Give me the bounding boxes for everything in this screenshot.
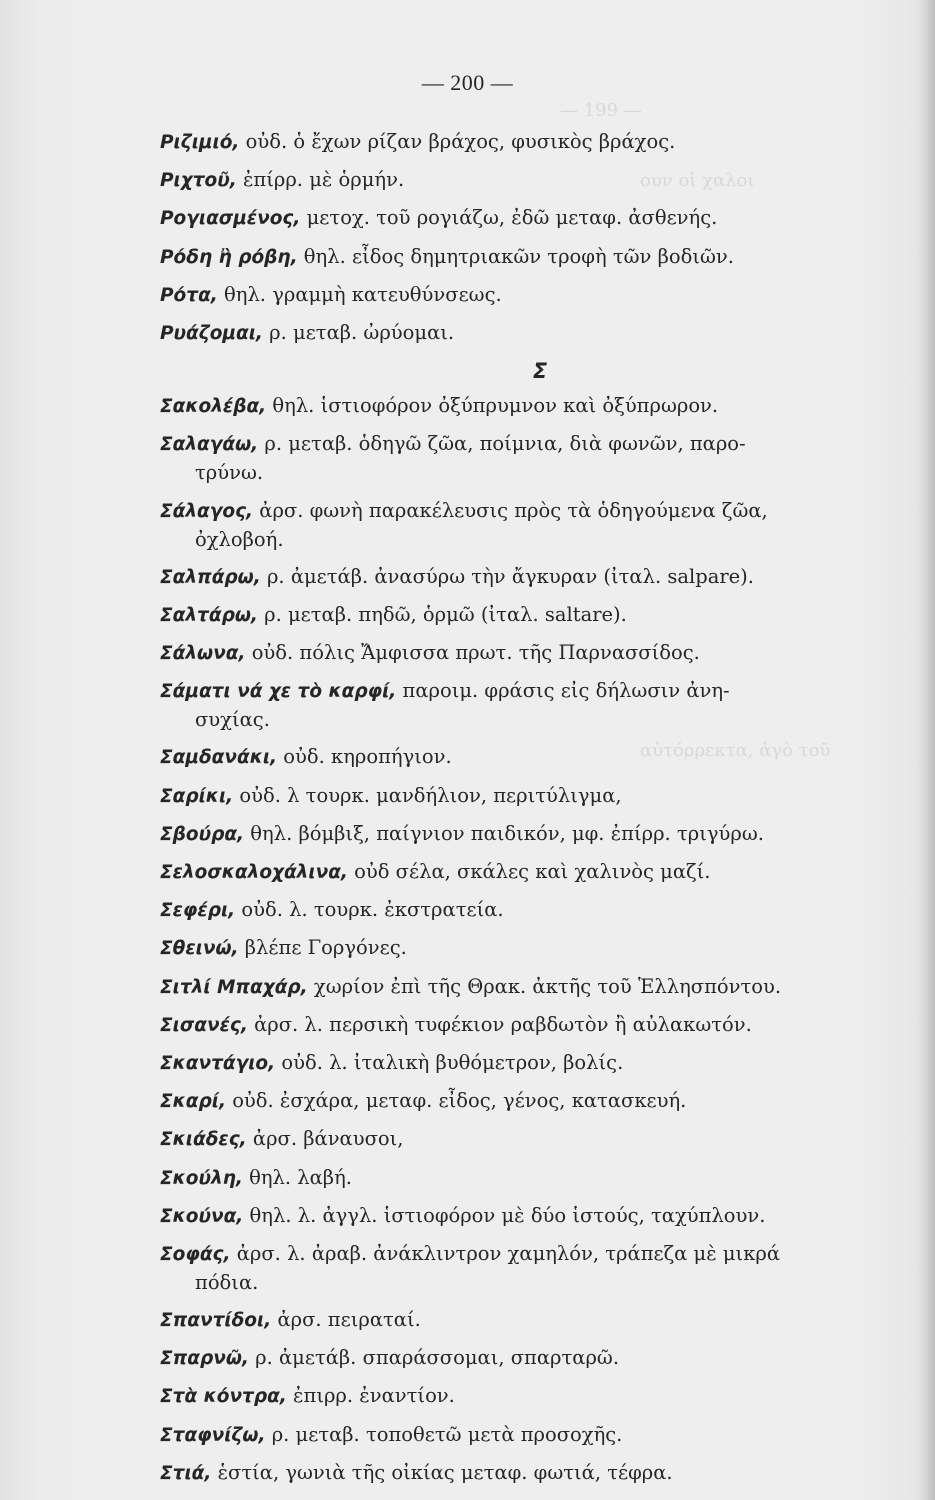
glossary-entry — [160, 1087, 880, 1116]
entry-headword: Ρότα, — [160, 284, 218, 306]
entry-headword: Σισανές, — [160, 1014, 248, 1036]
entry-headword: Σαλπάρω, — [160, 566, 261, 588]
entry-definition: ἀρσ. πειραταί. — [277, 1308, 421, 1332]
entry-definition: οὐδ. κηροπήγιον. — [283, 745, 452, 769]
entry-definition: θηλ. ἱστιοφόρον ὀξύπρυμνον καὶ ὀξύπρωρον. — [272, 394, 719, 418]
bleed-through-text: — 199 — — [560, 100, 642, 121]
entry-headword: Ριχτοῦ, — [160, 170, 237, 192]
entry-definition: ρ. ἀμετάβ. ἀνασύρω τὴν ἄγκυραν (ἰταλ. salpare). — [266, 564, 754, 588]
entry-definition: βλέπε Γοργόνες. — [244, 936, 407, 960]
page-fold-shadow — [921, 0, 935, 1500]
entry-headword: Σκιάδες, — [160, 1129, 247, 1151]
glossary-entry — [160, 820, 880, 849]
entry-headword: Σπαντίδοι, — [160, 1310, 272, 1332]
entry-definition: ἀρσ. λ. περσικὴ τυφέκιον ραβδωτὸν ἢ αὐλακωτόν. — [254, 1012, 752, 1036]
entry-headword: Ρυάζομαι, — [160, 322, 263, 344]
entry-headword: Ριζιμιό, — [160, 132, 240, 153]
entry-headword: Ρογιασμένος, — [160, 208, 301, 230]
entry-headword: Στιά, — [160, 1462, 212, 1484]
entry-definition-continuation: συχίας. — [195, 708, 270, 732]
glossary-entry — [160, 243, 880, 272]
glossary-entries — [160, 128, 880, 1497]
section-letter: Σ — [532, 359, 548, 384]
entry-definition: ρ. μεταβ. τοποθετῶ μετὰ προσοχῆς. — [271, 1422, 623, 1446]
entries-rho — [160, 128, 880, 348]
entry-definition: χωρίον ἐπὶ τῆς Θρακ. ἀκτῆς τοῦ Ἑλλησπόντου. — [313, 974, 782, 998]
entry-headword: Σαμδανάκι, — [160, 747, 278, 769]
entry-definition: παροιμ. φράσις εἰς δήλωσιν ἀνη- — [402, 679, 730, 703]
glossary-entry — [160, 392, 880, 421]
entry-headword: Σπαρνῶ, — [160, 1348, 249, 1370]
glossary-entry — [160, 934, 880, 963]
entry-definition: θηλ. γραμμὴ κατευθύνσεως. — [224, 282, 502, 306]
entry-headword: Σιτλί Μπαχάρ, — [160, 976, 308, 998]
glossary-entry — [160, 1459, 880, 1488]
glossary-entry — [160, 563, 880, 592]
entry-headword: Σάλωνα, — [160, 643, 246, 665]
entry-definition: ρ. μεταβ. ὠρύομαι. — [269, 320, 455, 344]
glossary-entry — [160, 858, 880, 887]
glossary-entry — [160, 743, 880, 772]
glossary-entry — [160, 1164, 880, 1193]
entry-headword: Σελοσκαλοχάλινα, — [160, 862, 348, 883]
glossary-entry — [160, 319, 880, 348]
entry-definition-continuation: τρύνω. — [195, 461, 264, 485]
entry-definition: θηλ. βόμβιξ, παίγνιον παιδικόν, μφ. ἐπίρρ. τριγύρω. — [250, 821, 764, 845]
entry-headword: Σάματι νά χε τὸ καρφί, — [160, 681, 397, 703]
glossary-entry — [160, 1240, 880, 1297]
entry-definition: οὐδ σέλα, σκάλες καὶ χαλινὸς μαζί. — [354, 860, 711, 883]
entry-definition: ρ. ἀμετάβ. σπαράσσομαι, σπαρταρῶ. — [255, 1346, 620, 1370]
glossary-entry — [160, 1421, 880, 1450]
glossary-entry — [160, 1011, 880, 1040]
entry-definition: οὐδ. λ. τουρκ. ἐκστρατεία. — [241, 898, 504, 922]
entry-headword: Σάλαγος, — [160, 500, 254, 522]
entry-definition: θηλ. εἶδος δημητριακῶν τροφὴ τῶν βοδιῶν. — [303, 244, 734, 268]
entry-headword: Σβούρα, — [160, 823, 245, 845]
entry-definition: θηλ. λαβή. — [249, 1165, 352, 1189]
entry-headword: Σακολέβα, — [160, 396, 267, 418]
entry-definition: ἀρσ. βάναυσοι, — [252, 1127, 404, 1151]
glossary-entry — [160, 1306, 880, 1335]
entry-definition: ἐπιρρ. ἐναντίον. — [293, 1384, 455, 1408]
entry-definition: ἀρσ. φωνὴ παρακέλευσις πρὸς τὰ ὁδηγούμενα ζῶα, — [259, 498, 768, 522]
entry-headword: Σαλτάρω, — [160, 604, 258, 626]
entry-headword: Σαρίκι, — [160, 785, 234, 807]
glossary-entry — [160, 782, 880, 811]
entry-headword: Σταφνίζω, — [160, 1424, 266, 1446]
entry-headword: Σεφέρι, — [160, 900, 236, 922]
entry-headword: Σκούνα, — [160, 1205, 244, 1227]
entry-definition: μετοχ. τοῦ ρογιάζω, ἐδῶ μεταφ. ἀσθενής. — [306, 206, 718, 230]
entry-definition: ἑστία, γωνιὰ τῆς οἰκίας μεταφ. φωτιά, τέφρα. — [217, 1460, 673, 1484]
bleed-through-text: αὐτόρρεκτα, ἀγὸ τοῦ — [640, 740, 831, 761]
entry-definition: ἀρσ. λ. ἀραβ. ἀνάκλιντρον χαμηλόν, τράπεζα μὲ μικρά — [236, 1241, 781, 1265]
entry-definition: οὐδ. ὁ ἔχων ρίζαν βράχος, φυσικὸς βράχος. — [245, 130, 676, 153]
glossary-entry — [160, 896, 880, 925]
entry-headword: Σκαρί, — [160, 1091, 226, 1113]
entry-definition: ρ. μεταβ. ὁδηγῶ ζῶα, ποίμνια, διὰ φωνῶν, παρο- — [264, 432, 746, 456]
glossary-entry — [160, 1202, 880, 1231]
glossary-entry — [160, 128, 880, 157]
glossary-entry — [160, 1049, 880, 1078]
entry-definition: οὐδ. λ τουρκ. μανδήλιον, περιτύλιγμα, — [239, 783, 622, 807]
entry-headword: Σαλαγάω, — [160, 434, 259, 456]
entry-headword: Σοφάς, — [160, 1243, 231, 1265]
entry-headword: Σκούλη, — [160, 1167, 243, 1189]
entry-headword: Σκαντάγιο, — [160, 1052, 276, 1074]
glossary-entry — [160, 281, 880, 310]
glossary-entry — [160, 430, 880, 487]
entry-headword: Ρόδη ἢ ρόβη, — [160, 246, 298, 268]
entry-definition: οὐδ. ἐσχάρα, μεταφ. εἶδος, γένος, κατασκευή. — [232, 1089, 687, 1113]
entry-headword: Σθεινώ, — [160, 938, 239, 960]
bleed-through-text: ουν οἱ χαλοι — [640, 170, 755, 191]
glossary-entry — [160, 973, 880, 1002]
glossary-entry — [160, 601, 880, 630]
glossary-entry — [160, 639, 880, 668]
entry-headword: Στὰ κόντρα, — [160, 1386, 287, 1408]
entry-definition-continuation: πόδια. — [195, 1270, 259, 1294]
entry-definition: ἐπίρρ. μὲ ὁρμήν. — [242, 168, 405, 192]
glossary-entry — [160, 204, 880, 233]
glossary-entry — [160, 1382, 880, 1411]
entry-definition: οὐδ. πόλις Ἄμφισσα πρωτ. τῆς Παρνασσίδος. — [251, 641, 700, 665]
entry-definition: οὐδ. λ. ἰταλικὴ βυθόμετρον, βολίς. — [281, 1050, 624, 1074]
glossary-entry — [160, 677, 880, 734]
glossary-entry — [160, 497, 880, 554]
entries-sigma — [160, 392, 880, 1488]
entry-definition: θηλ. λ. ἀγγλ. ἱστιοφόρον μὲ δύο ἱστούς, ταχύπλουν. — [249, 1203, 766, 1227]
entry-definition-continuation: ὀχλοβοή. — [195, 527, 284, 551]
glossary-entry — [160, 1125, 880, 1154]
page-number: — 200 — — [421, 70, 514, 95]
entry-definition: ρ. μεταβ. πηδῶ, ὁρμῶ (ἰταλ. saltare). — [264, 602, 627, 626]
glossary-entry — [160, 1344, 880, 1373]
glossary-entry — [160, 166, 880, 195]
